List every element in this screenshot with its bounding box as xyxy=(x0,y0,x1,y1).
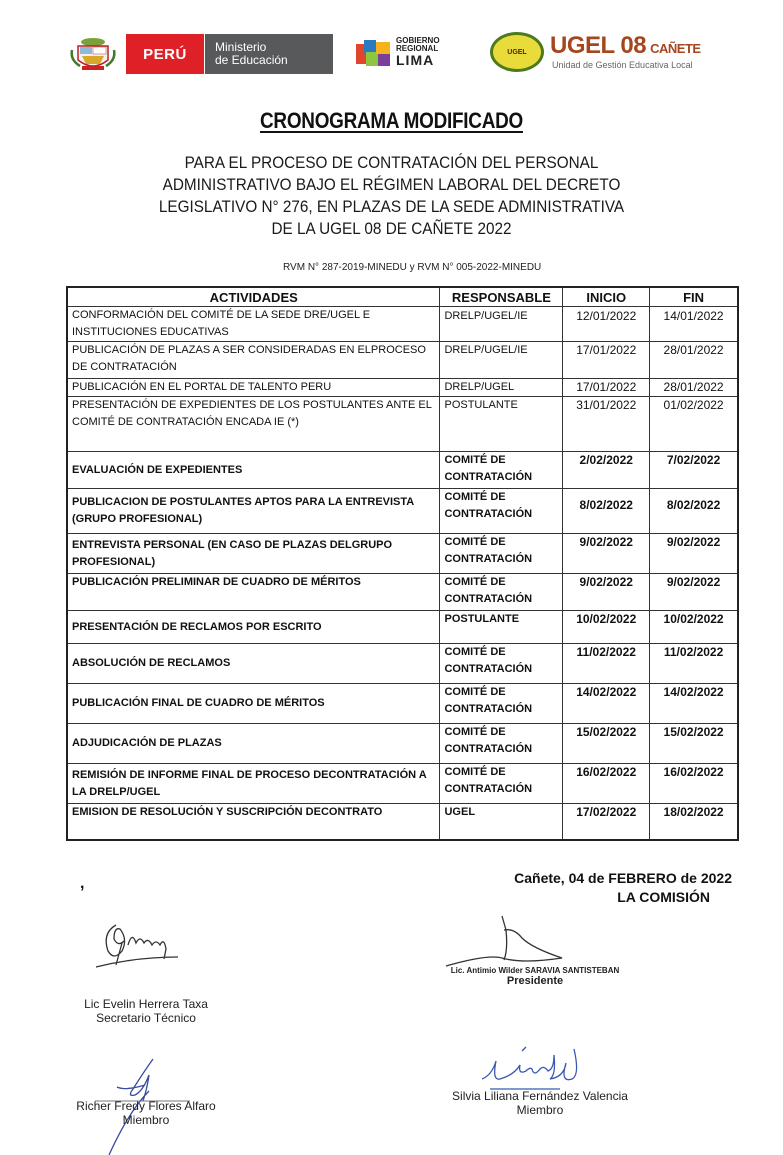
end-date-cell: 16/02/2022 xyxy=(650,764,738,804)
ugel-title xyxy=(550,32,701,60)
legal-reference: RVM N° 287-2019-MINEDU y RVM N° 005-2022-MINEDU xyxy=(283,262,542,273)
start-date-cell: 8/02/2022 xyxy=(563,489,650,534)
signatory-role: Miembro xyxy=(122,1113,170,1127)
responsible-cell: COMITÉ DE CONTRATACIÓN xyxy=(440,489,563,534)
header-logos xyxy=(0,28,783,78)
activity-cell: PUBLICACIÓN EN EL PORTAL DE TALENTO PERU xyxy=(67,379,440,397)
table-row xyxy=(67,397,738,452)
start-date-cell: 11/02/2022 xyxy=(563,644,650,684)
gore-line-1: GOBIERNO xyxy=(396,36,440,45)
table-row xyxy=(67,764,738,804)
end-date-cell: 8/02/2022 xyxy=(650,489,738,534)
start-date-cell: 17/02/2022 xyxy=(563,804,650,840)
start-date-cell: 10/02/2022 xyxy=(563,611,650,644)
responsible-cell: DRELP/UGEL/IE xyxy=(440,342,563,379)
signatory-secretario xyxy=(66,997,226,1025)
ugel-name: UGEL 08 xyxy=(550,32,647,59)
header-responsible: RESPONSABLE xyxy=(440,287,563,307)
signatory-miembro-flores xyxy=(66,1099,226,1127)
ministry-line-1: Ministerio xyxy=(215,40,267,54)
signatory-role: Presidente xyxy=(506,975,564,987)
responsible-cell: DRELP/UGEL xyxy=(440,379,563,397)
signatory-miembro-fernandez xyxy=(445,1089,635,1117)
gore-lima-mark-icon xyxy=(356,40,392,68)
start-date-cell: 9/02/2022 xyxy=(563,534,650,574)
activity-cell: PRESENTACIÓN DE RECLAMOS POR ESCRITO xyxy=(67,611,440,644)
activity-cell: PUBLICACIÓN FINAL DE CUADRO DE MÉRITOS xyxy=(67,684,440,724)
gore-line-3: LIMA xyxy=(396,52,435,68)
start-date-cell: 31/01/2022 xyxy=(563,397,650,452)
start-date-cell: 12/01/2022 xyxy=(563,307,650,342)
end-date-cell: 28/01/2022 xyxy=(650,379,738,397)
table-row xyxy=(67,452,738,489)
peru-logo: PERÚ xyxy=(126,34,204,74)
document-subtitle xyxy=(39,152,744,240)
table-row xyxy=(67,379,738,397)
responsible-cell: COMITÉ DE CONTRATACIÓN xyxy=(440,574,563,611)
ministerio-educacion-logo xyxy=(205,34,333,74)
ugel-08-canete-logo xyxy=(490,30,740,76)
end-date-cell: 18/02/2022 xyxy=(650,804,738,840)
start-date-cell: 9/02/2022 xyxy=(563,574,650,611)
activity-cell: PUBLICACION DE POSTULANTES APTOS PARA LA ENTREVISTA (GRUPO PROFESIONAL) xyxy=(67,489,440,534)
responsible-cell: COMITÉ DE CONTRATACIÓN xyxy=(440,764,563,804)
header-start: INICIO xyxy=(563,287,650,307)
document-title: CRONOGRAMA MODIFICADO xyxy=(260,108,523,133)
signature-secretario-icon xyxy=(92,915,192,977)
start-date-cell: 2/02/2022 xyxy=(563,452,650,489)
responsible-cell: UGEL xyxy=(440,804,563,840)
start-date-cell: 16/02/2022 xyxy=(563,764,650,804)
table-header-row xyxy=(67,287,738,307)
subtitle-line: DE LA UGEL 08 DE CAÑETE 2022 xyxy=(271,219,512,238)
activity-cell: ENTREVISTA PERSONAL (EN CASO DE PLAZAS DELGRUPO PROFESIONAL) xyxy=(67,534,440,574)
table-row xyxy=(67,644,738,684)
signatory-name: Richer Fredy Flores Alfaro xyxy=(76,1099,216,1113)
table-row xyxy=(67,307,738,342)
activity-cell: PUBLICACIÓN PRELIMINAR DE CUADRO DE MÉRITOS xyxy=(67,574,440,611)
start-date-cell: 17/01/2022 xyxy=(563,342,650,379)
start-date-cell: 15/02/2022 xyxy=(563,724,650,764)
activity-cell: PRESENTACIÓN DE EXPEDIENTES DE LOS POSTULANTES ANTE EL COMITÉ DE CONTRATACIÓN ENCADA IE (*) xyxy=(67,397,440,452)
responsible-cell: POSTULANTE xyxy=(440,611,563,644)
table-row xyxy=(67,724,738,764)
subtitle-line: LEGISLATIVO N° 276, EN PLAZAS DE LA SEDE ADMINISTRATIVA xyxy=(158,197,625,216)
responsible-cell: COMITÉ DE CONTRATACIÓN xyxy=(440,724,563,764)
activity-cell: EVALUACIÓN DE EXPEDIENTES xyxy=(67,452,440,489)
end-date-cell: 10/02/2022 xyxy=(650,611,738,644)
signatory-name: Lic Evelin Herrera Taxa xyxy=(84,997,208,1011)
ugel-place: CAÑETE xyxy=(650,41,701,56)
peru-coat-of-arms-icon xyxy=(68,36,118,72)
start-date-cell: 14/02/2022 xyxy=(563,684,650,724)
end-date-cell: 9/02/2022 xyxy=(650,534,738,574)
end-date-cell: 14/01/2022 xyxy=(650,307,738,342)
header-activities: ACTIVIDADES xyxy=(67,287,440,307)
end-date-cell: 15/02/2022 xyxy=(650,724,738,764)
commission-label: LA COMISIÓN xyxy=(617,889,710,905)
table-row xyxy=(67,574,738,611)
ministry-line-2: de Educación xyxy=(215,53,288,67)
table-row xyxy=(67,804,738,840)
responsible-cell: COMITÉ DE CONTRATACIÓN xyxy=(440,452,563,489)
table-row xyxy=(67,489,738,534)
activity-cell: REMISIÓN DE INFORME FINAL DE PROCESO DECONTRATACIÓN A LA DRELP/UGEL xyxy=(67,764,440,804)
signatory-role: Miembro xyxy=(516,1103,564,1117)
end-date-cell: 11/02/2022 xyxy=(650,644,738,684)
activity-cell: PUBLICACIÓN DE PLAZAS A SER CONSIDERADAS EN ELPROCESO DE CONTRATACIÓN xyxy=(67,342,440,379)
table-row xyxy=(67,684,738,724)
signatory-name: Lic. Antimio Wilder SARAVIA SANTISTEBAN xyxy=(450,966,620,975)
table-row xyxy=(67,342,738,379)
signatory-name: Silvia Liliana Fernández Valencia xyxy=(452,1089,628,1103)
subtitle-line: ADMINISTRATIVO BAJO EL RÉGIMEN LABORAL DEL DECRETO xyxy=(162,175,621,194)
responsible-cell: COMITÉ DE CONTRATACIÓN xyxy=(440,534,563,574)
responsible-cell: DRELP/UGEL/IE xyxy=(440,307,563,342)
ugel-seal-icon: UGEL xyxy=(490,32,544,72)
responsible-cell: COMITÉ DE CONTRATACIÓN xyxy=(440,684,563,724)
gore-lima-text xyxy=(396,37,440,67)
schedule-table xyxy=(66,286,739,841)
ugel-subtitle: Unidad de Gestión Educativa Local xyxy=(552,60,693,70)
end-date-cell: 7/02/2022 xyxy=(650,452,738,489)
stray-mark: , xyxy=(80,875,85,892)
end-date-cell: 9/02/2022 xyxy=(650,574,738,611)
gore-line-2: REGIONAL xyxy=(396,44,439,53)
table-row xyxy=(67,611,738,644)
responsible-cell: COMITÉ DE CONTRATACIÓN xyxy=(440,644,563,684)
gobierno-regional-lima-logo xyxy=(356,34,466,74)
signatory-role: Secretario Técnico xyxy=(96,1011,196,1025)
header-end: FIN xyxy=(650,287,738,307)
place-date: Cañete, 04 de FEBRERO de 2022 xyxy=(514,870,732,886)
end-date-cell: 01/02/2022 xyxy=(650,397,738,452)
activity-cell: ADJUDICACIÓN DE PLAZAS xyxy=(67,724,440,764)
end-date-cell: 28/01/2022 xyxy=(650,342,738,379)
signatory-presidente xyxy=(430,966,640,987)
subtitle-line: PARA EL PROCESO DE CONTRATACIÓN DEL PERSONAL xyxy=(184,153,599,172)
start-date-cell: 17/01/2022 xyxy=(563,379,650,397)
activity-cell: EMISION DE RESOLUCIÓN Y SUSCRIPCIÓN DECONTRATO xyxy=(67,804,440,840)
end-date-cell: 14/02/2022 xyxy=(650,684,738,724)
activity-cell: ABSOLUCIÓN DE RECLAMOS xyxy=(67,644,440,684)
signature-presidente-icon xyxy=(440,912,590,968)
table-row xyxy=(67,534,738,574)
activity-cell: CONFORMACIÓN DEL COMITÉ DE LA SEDE DRE/UGEL E INSTITUCIONES EDUCATIVAS xyxy=(67,307,440,342)
responsible-cell: POSTULANTE xyxy=(440,397,563,452)
